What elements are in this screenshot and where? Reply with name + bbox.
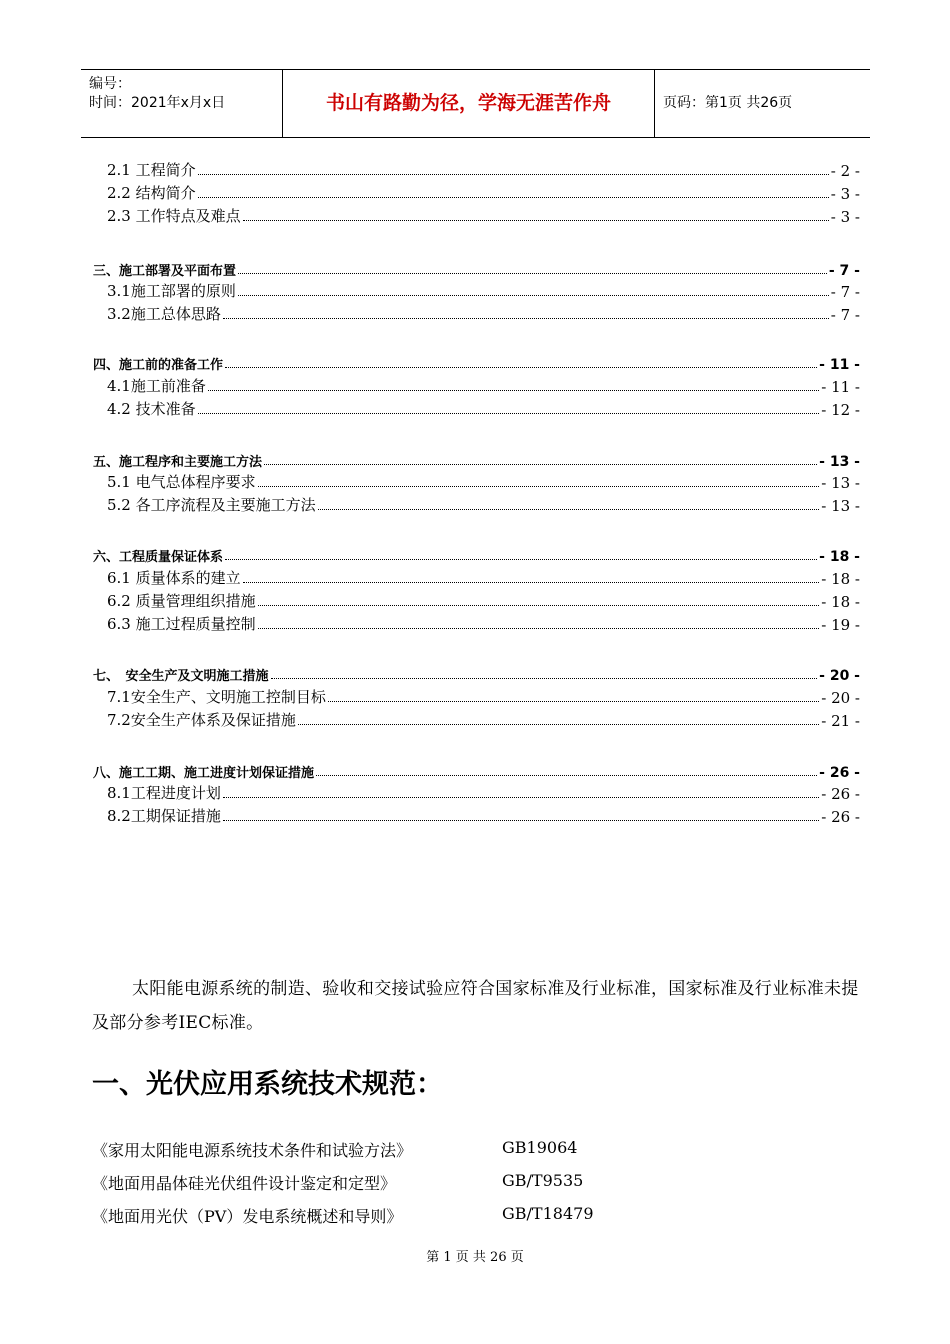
toc-section-entry[interactable] <box>93 257 860 279</box>
toc-entry-title: 3.2施工总体思路 <box>107 305 221 323</box>
toc-section-entry[interactable] <box>93 759 860 781</box>
section-heading: 一、光伏应用系统技术规范： <box>92 1069 443 1100</box>
toc-leader-dots <box>258 628 820 629</box>
toc-entry-title: 7.1安全生产、文明施工控制目标 <box>107 688 326 706</box>
toc-entry-title: 五、施工程序和主要施工方法 <box>93 455 263 470</box>
toc-leader-dots <box>225 367 817 368</box>
toc-leader-dots <box>208 390 819 391</box>
toc-entry-page: - 13 - <box>819 454 860 470</box>
toc-leader-dots <box>264 464 817 465</box>
toc-entry-page: - 12 - <box>821 401 860 419</box>
toc-entry-title: 8.1工程进度计划 <box>107 784 221 802</box>
toc-entry-page: - 20 - <box>821 689 860 707</box>
toc-leader-dots <box>225 559 817 560</box>
toc-subsection-entry[interactable] <box>107 374 860 396</box>
toc-subsection-entry[interactable] <box>107 279 860 301</box>
toc-leader-dots <box>258 486 820 487</box>
toc-subsection-entry[interactable] <box>107 589 860 611</box>
toc-entry-page: - 26 - <box>821 808 860 826</box>
toc-entry-page: - 26 - <box>819 765 860 781</box>
toc-leader-dots <box>238 273 827 274</box>
toc-entry-title: 8.2工期保证措施 <box>107 807 221 825</box>
date-label: 时间：2021年x月x日 <box>89 95 226 111</box>
toc-leader-dots <box>198 174 829 175</box>
toc-entry-title: 5.2 各工序流程及主要施工方法 <box>107 496 316 514</box>
toc-entry-page: - 11 - <box>819 357 860 373</box>
toc-leader-dots <box>223 820 819 821</box>
toc-subsection-entry[interactable] <box>107 181 860 203</box>
toc-entry-title: 5.1 电气总体程序要求 <box>107 473 256 491</box>
header-meta <box>81 70 282 137</box>
toc-leader-dots <box>243 220 829 221</box>
toc-leader-dots <box>316 775 817 776</box>
toc-subsection-entry[interactable] <box>107 804 860 826</box>
toc-leader-dots <box>223 318 829 319</box>
toc-entry-title: 6.2 质量管理组织措施 <box>107 592 256 610</box>
toc-entry-title: 六、工程质量保证体系 <box>93 550 224 565</box>
toc-leader-dots <box>298 724 819 725</box>
toc-leader-dots <box>243 582 820 583</box>
header-page-label: 页码：第1页 共26页 <box>663 95 793 111</box>
toc-leader-dots <box>238 295 829 296</box>
header-motto: 书山有路勤为径，学海无涯苦作舟 <box>325 92 611 114</box>
intro-paragraph: 太阳能电源系统的制造、验收和交接试验应符合国家标准及行业标准，国家标准及行业标准未提及部分参考IEC标准。 <box>92 979 859 1033</box>
toc-entry-title: 八、施工工期、施工进度计划保证措施 <box>93 766 315 781</box>
header-divider <box>654 70 655 137</box>
toc-leader-dots <box>271 678 818 679</box>
toc-section-entry[interactable] <box>93 662 860 684</box>
toc-entry-page: - 13 - <box>821 497 860 515</box>
toc-entry-page: - 13 - <box>821 474 860 492</box>
toc-entry-title: 七、 安全生产及文明施工措施 <box>93 669 269 684</box>
toc-subsection-entry[interactable] <box>107 566 860 588</box>
toc-section-entry[interactable] <box>93 543 860 565</box>
toc-subsection-entry[interactable] <box>107 302 860 324</box>
standard-item <box>92 1138 578 1161</box>
toc-entry-page: - 3 - <box>830 208 860 226</box>
toc-leader-dots <box>258 605 820 606</box>
toc-section-entry[interactable] <box>93 351 860 373</box>
toc-leader-dots <box>328 701 819 702</box>
toc-leader-dots <box>318 509 820 510</box>
toc-subsection-entry[interactable] <box>107 158 860 180</box>
toc-entry-title: 2.3 工作特点及难点 <box>107 207 241 225</box>
toc-leader-dots <box>198 413 820 414</box>
toc-entry-title: 3.1施工部署的原则 <box>107 282 236 300</box>
toc-entry-title: 2.2 结构简介 <box>107 184 196 202</box>
toc-subsection-entry[interactable] <box>107 781 860 803</box>
toc-leader-dots <box>223 797 819 798</box>
toc-entry-page: - 18 - <box>821 570 860 588</box>
toc-entry-page: - 11 - <box>821 378 860 396</box>
toc-entry-page: - 26 - <box>821 785 860 803</box>
standard-item <box>92 1204 594 1227</box>
toc-subsection-entry[interactable] <box>107 470 860 492</box>
page-footer: 第 1 页 共 26 页 <box>426 1250 524 1265</box>
standard-title: 《地面用光伏（PV）发电系统概述和导则》 <box>92 1207 403 1226</box>
toc-subsection-entry[interactable] <box>107 685 860 707</box>
toc-entry-page: - 3 - <box>830 185 860 203</box>
standard-item <box>92 1171 584 1194</box>
toc-entry-page: - 19 - <box>821 616 860 634</box>
toc-subsection-entry[interactable] <box>107 708 860 730</box>
toc-subsection-entry[interactable] <box>107 204 860 226</box>
toc-subsection-entry[interactable] <box>107 493 860 515</box>
toc-entry-page: - 20 - <box>819 668 860 684</box>
toc-entry-title: 6.1 质量体系的建立 <box>107 569 241 587</box>
toc-entry-title: 四、施工前的准备工作 <box>93 358 224 373</box>
toc-entry-page: - 21 - <box>821 712 860 730</box>
toc-entry-title: 4.2 技术准备 <box>107 400 196 418</box>
toc-entry-title: 6.3 施工过程质量控制 <box>107 615 256 633</box>
standard-title: 《地面用晶体硅光伏组件设计鉴定和定型》 <box>92 1174 397 1193</box>
toc-section-entry[interactable] <box>93 448 860 470</box>
toc-entry-title: 三、施工部署及平面布置 <box>93 264 237 279</box>
toc-entry-page: - 7 - <box>828 263 860 279</box>
standard-title: 《家用太阳能电源系统技术条件和试验方法》 <box>92 1141 413 1160</box>
toc-entry-title: 4.1施工前准备 <box>107 377 206 395</box>
toc-subsection-entry[interactable] <box>107 397 860 419</box>
standard-code: GB/T9535 <box>502 1171 584 1190</box>
toc-entry-page: - 7 - <box>830 306 860 324</box>
toc-entry-title: 2.1 工程简介 <box>107 161 196 179</box>
toc-subsection-entry[interactable] <box>107 612 860 634</box>
toc-entry-page: - 7 - <box>830 283 860 301</box>
standard-code: GB/T18479 <box>502 1204 594 1223</box>
toc-entry-page: - 2 - <box>830 162 860 180</box>
number-label: 编号： <box>89 76 131 92</box>
toc-entry-page: - 18 - <box>821 593 860 611</box>
standard-code: GB19064 <box>502 1138 578 1157</box>
toc-entry-title: 7.2安全生产体系及保证措施 <box>107 711 296 729</box>
page-header <box>81 69 870 138</box>
toc-entry-page: - 18 - <box>819 549 860 565</box>
toc-leader-dots <box>198 197 829 198</box>
